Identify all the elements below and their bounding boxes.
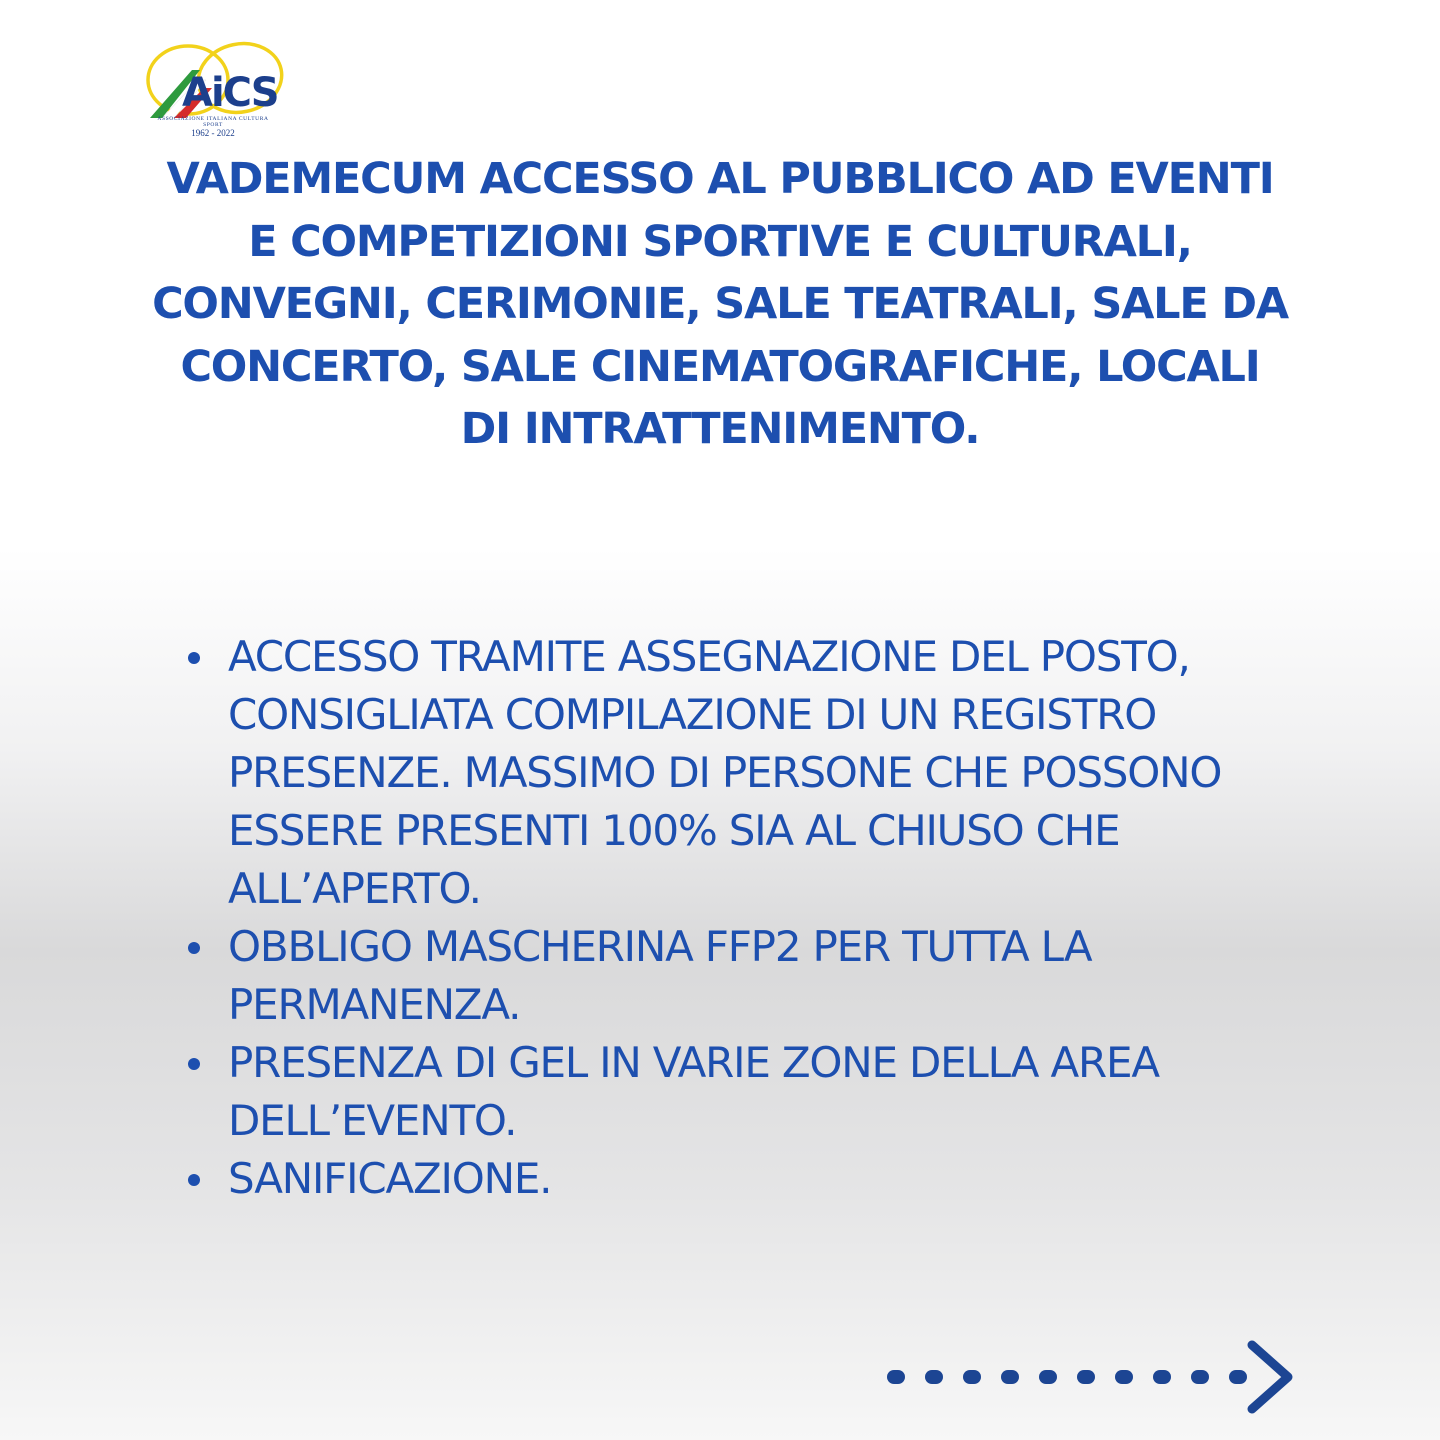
list-item (178, 918, 1308, 1034)
next-slide-button[interactable] (880, 1335, 1300, 1415)
page-title: VADEMECUM ACCESSO AL PUBBLICO AD EVENTI E COMPETIZIONI SPORTIVE E CULTURALI, CONVEGNI, CERIMONIE, SALE TEATRALI, SALE DA CONCERTO, SALE CINEMATOGRAFICHE, LOCALI DI INTRATTENIMENTO. (152, 154, 1288, 454)
logo-mark (140, 40, 290, 120)
list-item-text: OBBLIGO MASCHERINA FFP2 PER TUTTA LA PERMANENZA. (228, 922, 1092, 1029)
logo-wordmark: AiCS (182, 70, 278, 116)
bullet-icon (188, 652, 200, 664)
logo-subtitle: ASSOCIAZIONE ITALIANA CULTURA SPORT (157, 116, 269, 128)
bullet-icon (188, 942, 200, 954)
rules-list (178, 628, 1308, 1208)
list-item (178, 1034, 1308, 1150)
dotted-arrow-right-icon (880, 1335, 1300, 1415)
bullet-icon (188, 1058, 200, 1070)
list-item (178, 628, 1308, 918)
list-item-text: ACCESSO TRAMITE ASSEGNAZIONE DEL POSTO, CONSIGLIATA COMPILAZIONE DI UN REGISTRO PRESENZE. MASSIMO DI PERSONE CHE POSSONO ESSERE PRESENTI 100% SIA AL CHIUSO CHE ALL’APERTO. (228, 632, 1222, 913)
aics-logo (140, 40, 290, 145)
list-item-text: SANIFICAZIONE. (228, 1154, 552, 1203)
bullet-icon (188, 1174, 200, 1186)
list-item-text: PRESENZA DI GEL IN VARIE ZONE DELLA AREA DELL’EVENTO. (228, 1038, 1159, 1145)
logo-years: 1962 - 2022 (191, 128, 235, 138)
list-item (178, 1150, 1308, 1208)
